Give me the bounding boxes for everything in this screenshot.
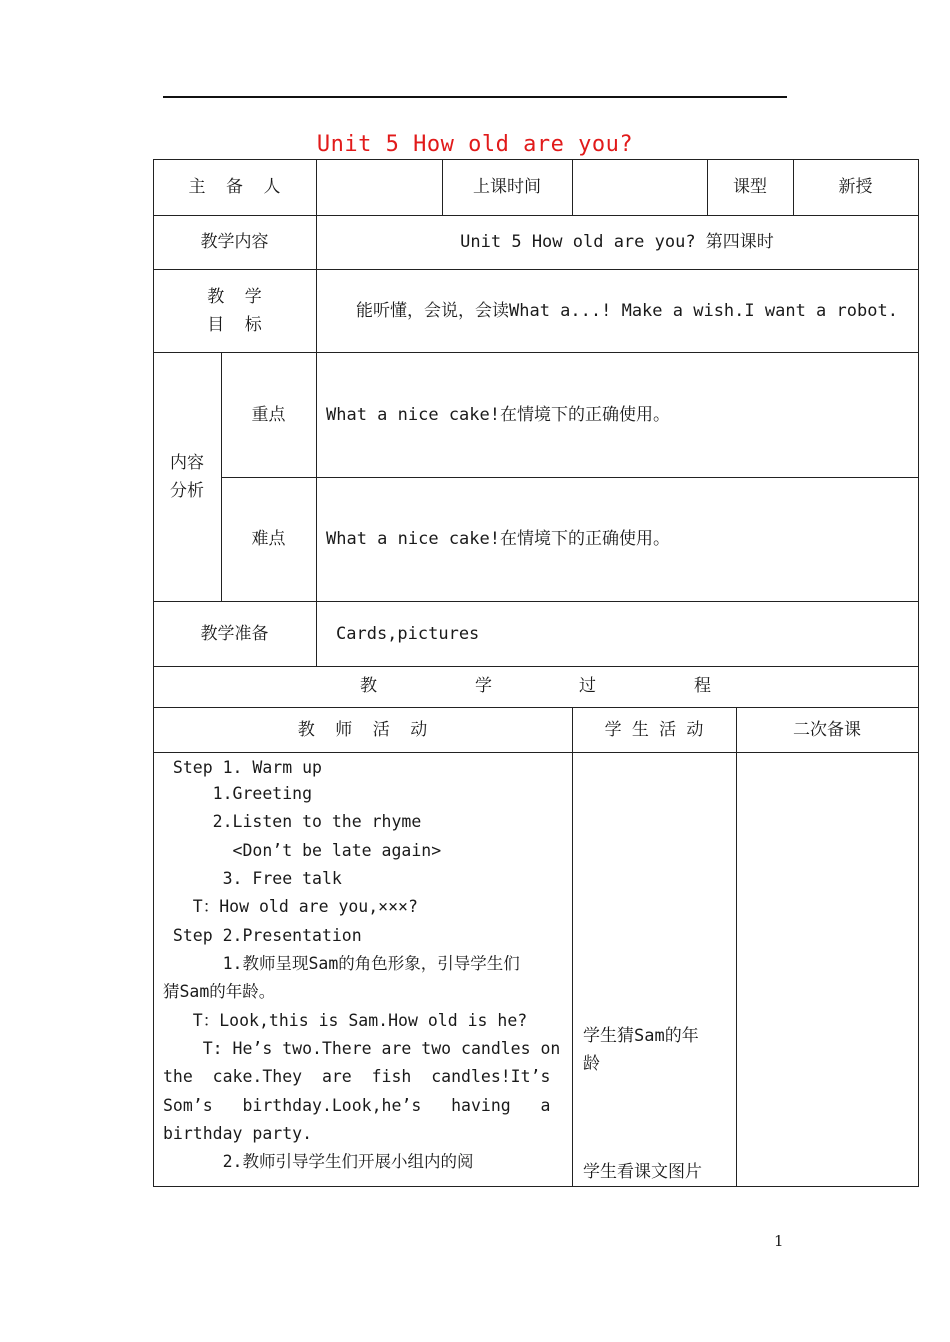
- student-activity-header: 学 生 活 动: [604, 719, 704, 740]
- analysis-label: [153, 449, 221, 505]
- content-value: Unit 5 How old are you? 第四课时: [460, 232, 774, 252]
- teacher-line: <Don’t be late again>: [163, 841, 442, 860]
- teacher-line: 2.Listen to the rhyme: [163, 812, 422, 831]
- class-time-label: 上课时间: [473, 177, 541, 197]
- process-heading-char: 过: [579, 676, 596, 696]
- grid-line: [221, 477, 919, 478]
- teacher-line: 猜Sam的年龄。: [163, 982, 276, 1001]
- lesson-type-value: 新授: [838, 177, 873, 197]
- teacher-line: birthday party.: [163, 1124, 313, 1143]
- grid-line: [153, 752, 919, 753]
- analysis-label-line2: 分析: [170, 481, 204, 501]
- teacher-line: Som’s birthday.Look,he’s having a: [163, 1096, 551, 1115]
- page-number: 1: [774, 1232, 784, 1250]
- teacher-line: T：How old are you,×××?: [163, 897, 418, 916]
- objectives-value: 能听懂，会说，会读What a...! Make a wish.I want a robot.: [356, 301, 898, 321]
- teacher-line: 1.教师呈现Sam的角色形象，引导学生们: [163, 954, 520, 973]
- key-point-label: 重点: [251, 404, 286, 425]
- grid-line: [572, 707, 573, 1187]
- preparation-label: 教学准备: [200, 623, 269, 644]
- lesson-title: Unit 5 How old are you?: [316, 132, 634, 157]
- student-note-guess-age-line1: 学生猜Sam的年: [583, 1026, 699, 1046]
- lesson-type-label: 课型: [733, 177, 767, 197]
- process-heading-char: 程: [694, 676, 711, 696]
- objectives-label-line1: 教 学: [207, 287, 262, 307]
- grid-line: [153, 269, 919, 270]
- student-note-look-pictures: 学生看课文图片: [583, 1162, 702, 1182]
- teacher-line: T：Look,this is Sam.How old is he?: [163, 1011, 528, 1030]
- grid-line: [918, 159, 919, 1187]
- analysis-label-line1: 内容: [170, 453, 204, 473]
- grid-line: [153, 666, 919, 667]
- preparer-label: 主 备 人: [188, 177, 281, 197]
- teacher-line: 1.Greeting: [163, 784, 313, 803]
- key-point-value: What a nice cake!在情境下的正确使用。: [326, 405, 670, 425]
- preparation-value: Cards,pictures: [336, 624, 480, 644]
- process-heading-char: 教: [360, 676, 377, 696]
- process-heading-char: 学: [475, 676, 492, 696]
- objectives-label-line2: 目 标: [207, 315, 262, 335]
- grid-line: [153, 1186, 919, 1187]
- teacher-activity-header: 教 师 活 动: [297, 719, 428, 740]
- second-prep-header: 二次备课: [793, 719, 861, 740]
- process-heading: [153, 672, 918, 702]
- teacher-line: 2.教师引导学生们开展小组内的阅: [163, 1152, 474, 1171]
- objectives-label: [153, 283, 316, 339]
- difficult-point-label: 难点: [251, 529, 286, 549]
- content-label: 教学内容: [200, 232, 269, 252]
- teacher-line: Step 1. Warm up: [163, 758, 322, 777]
- header-rule: [163, 96, 787, 98]
- difficult-point-value: What a nice cake!在情境下的正确使用。: [326, 529, 670, 549]
- teacher-line: T: He’s two.There are two candles on: [163, 1039, 561, 1058]
- teacher-line: 3. Free talk: [163, 869, 342, 888]
- teacher-line: the cake.They are fish candles!It’s: [163, 1067, 551, 1086]
- student-note-guess-age: [583, 1022, 733, 1078]
- class-time-value: [572, 159, 707, 215]
- student-note-guess-age-line2: 龄: [583, 1054, 600, 1074]
- preparer-value: [316, 159, 442, 215]
- teacher-line: Step 2.Presentation: [163, 926, 362, 945]
- grid-line: [736, 707, 737, 1187]
